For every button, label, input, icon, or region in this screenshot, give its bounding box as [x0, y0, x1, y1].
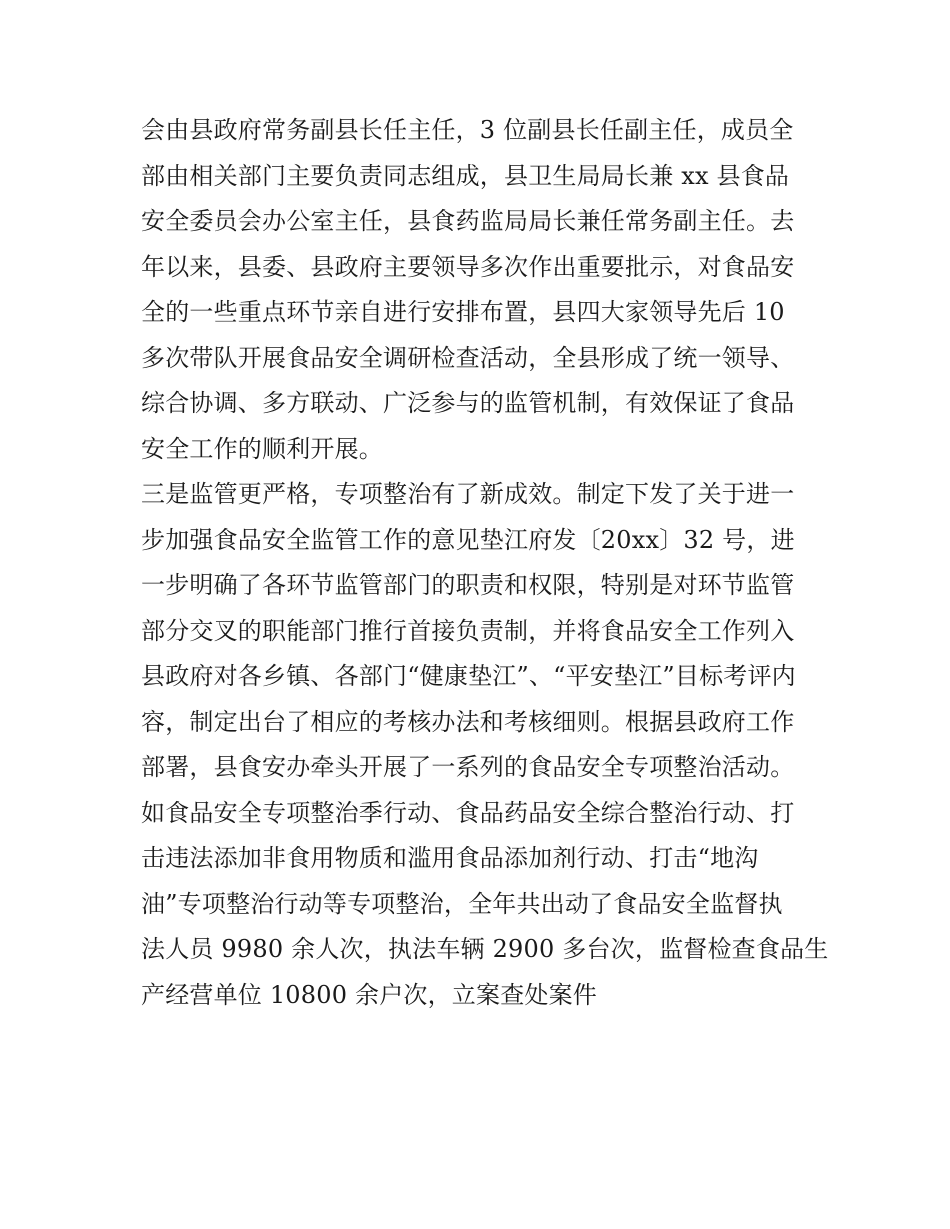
text-line: 容，制定出台了相应的考核办法和考核细则。根据县政府工作 — [141, 707, 795, 736]
text-line: 步加强食品安全监管工作的意见垫江府发〔20xx〕32 号，进 — [141, 525, 795, 554]
text-line: 部由相关部门主要负责同志组成，县卫生局局长兼 xx 县食品 — [141, 161, 790, 190]
text-line: 部分交叉的职能部门推行首接负责制，并将食品安全工作列入 — [141, 616, 795, 645]
text-line: 如食品安全专项整治季行动、食品药品安全综合整治行动、打 — [141, 798, 795, 827]
text-line: 一步明确了各环节监管部门的职责和权限，特别是对环节监管 — [141, 571, 795, 599]
text-line: 部署，县食安办牵头开展了一系列的食品安全专项整治活动。 — [141, 753, 795, 781]
text-line: 安全工作的顺利开展。 — [141, 434, 383, 463]
text-line: 三是监管更严格，专项整治有了新成效。制定下发了关于进一 — [141, 480, 795, 508]
text-line: 法人员 9980 余人次，执法车辆 2900 多台次，监督检查食品生 — [141, 935, 829, 963]
text-line: 全的一些重点环节亲自进行安排布置，县四大家领导先后 10 — [141, 298, 785, 326]
text-line: 产经营单位 10800 余户次，立案查处案件 — [141, 980, 598, 1009]
text-line: 会由县政府常务副县长任主任，3 位副县长任副主任，成员全 — [141, 116, 794, 144]
text-line: 县政府对各乡镇、各部门“健康垫江”、“平安垫江”目标考评内 — [141, 662, 796, 690]
text-line: 多次带队开展食品安全调研检查活动，全县形成了统一领导、 — [141, 343, 795, 372]
body-text — [141, 108, 829, 1018]
text-line: 击违法添加非食用物质和滥用食品添加剂行动、打击“地沟 — [141, 844, 759, 872]
text-line: 综合协调、多方联动、广泛参与的监管机制，有效保证了食品 — [141, 389, 795, 417]
text-line: 年以来，县委、县政府主要领导多次作出重要批示，对食品安 — [141, 252, 795, 281]
text-line: 安全委员会办公室主任，县食药监局局长兼任常务副主任。去 — [141, 207, 795, 235]
text-line: 油”专项整治行动等专项整治，全年共出动了食品安全监督执 — [141, 889, 783, 918]
